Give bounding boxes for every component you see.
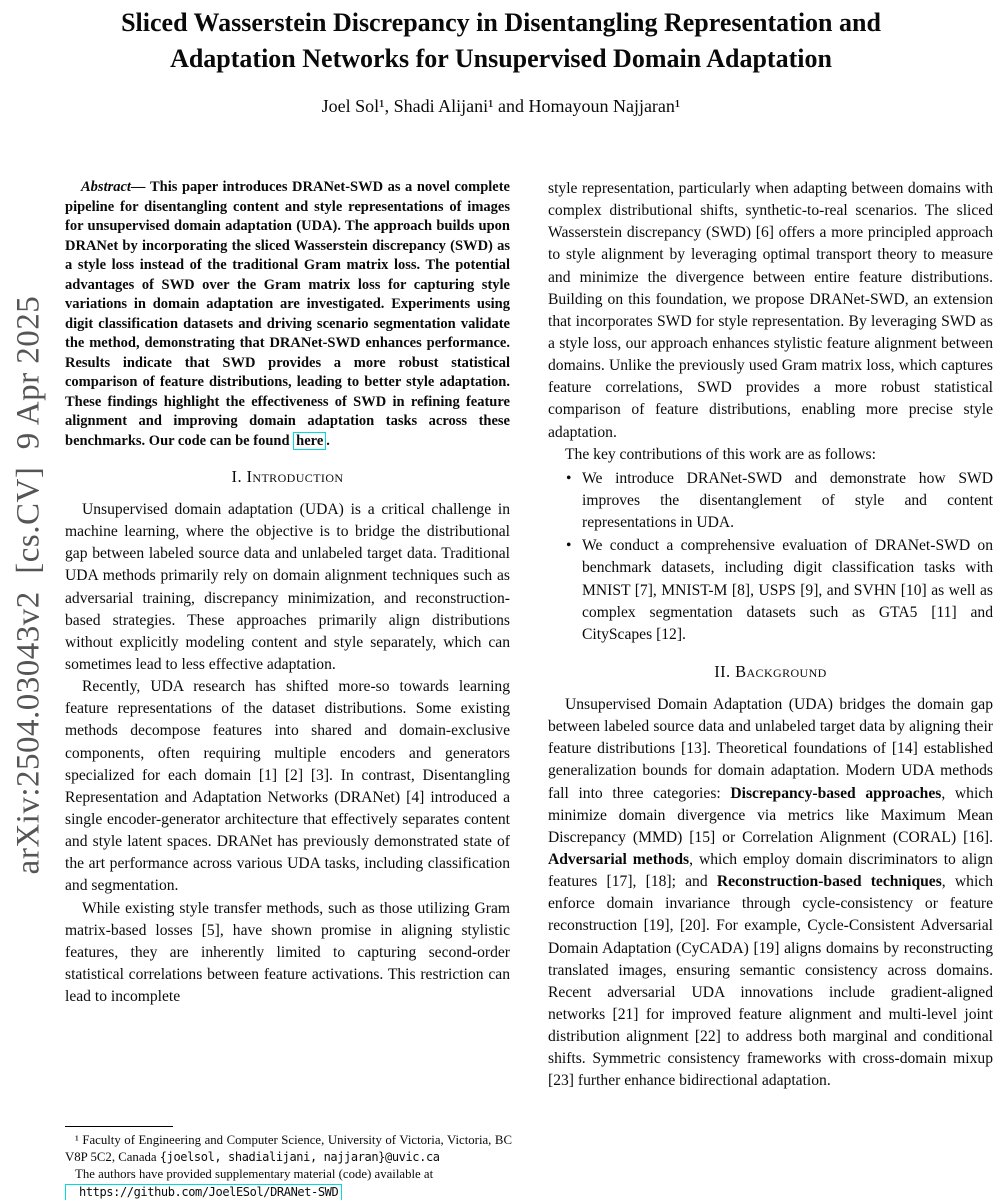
background-seg-3: , which employ domain discriminators to align features [17], [18]; and: [548, 850, 993, 891]
abstract-label: Abstract—: [81, 179, 151, 195]
affiliation-footnote: [65, 1132, 512, 1166]
code-here-link[interactable]: here: [293, 432, 326, 450]
affiliation-text: ¹ Faculty of Engineering and Computer Science, University of Victoria, Victoria, BC V8P 5C2, Canada: [65, 1133, 512, 1164]
abstract-paragraph: [65, 178, 510, 451]
continuation-paragraph: style representation, particularly when adapting between domains with complex distributional shifts, synthetic-to-real scenarios. The sliced Wasserstein discrepancy (SWD) [6] offers a more principled approach to style alignment by leveraging optimal transport theory to measure and minimize the divergence between entire feature distributions. Building on this foundation, we propose DRANet-SWD, an extension that incorporates SWD for style representation. By leveraging SWD as a style loss, our approach enhances stylistic feature alignment between domains. Unlike the previously used Gram matrix loss, which captures feature correlations, SWD provides a more robust statistical comparison of feature distributions, enabling more precise style adaptation.: [548, 180, 993, 441]
section-heading-background: II. Background: [714, 661, 827, 681]
section-heading-introduction: I. Introduction: [231, 467, 344, 486]
paper-title: Sliced Wasserstein Discrepancy in Disentangling Representation and Adaptation Networks for Unsupervised Domain Adaptation: [121, 8, 881, 74]
contribution-item-1: • We introduce DRANet-SWD and demonstrate how SWD improves the disentanglement of style and content representations in UDA.: [582, 468, 993, 534]
intro-paragraph-3: While existing style transfer methods, such as those utilizing Gram matrix-based losses [5], have shown promise in aligning stylistic features, they are inherently limited to capturing second-order statistical correlations between feature activations. This restriction can lead to incomplete: [65, 899, 510, 1006]
footnote-block: [65, 1126, 512, 1200]
abstract-text: This paper introduces DRANet-SWD as a novel complete pipeline for disentangling content and style representations of images for unsupervised domain adaptation (UDA). The approach builds upon DRANet by incorporating the sliced Wasserstein discrepancy (SWD) as a style loss instead of the traditional Gram matrix loss. The potential advantages of SWD over the Gram matrix loss for capturing style variations in domain adaptation are investigated. Experiments using digit classification datasets and driving scenario segmentation validate the method, demonstrating that DRANet-SWD enhances performance. Results indicate that SWD provides a more robust statistical comparison of feature distributions, leading to better style adaptation. These findings highlight the effectiveness of SWD in refining feature alignment and improving domain adaptation tasks across these benchmarks. Our code can be found: [65, 179, 510, 449]
background-seg-1: Unsupervised Domain Adaptation (UDA) bridges the domain gap between labeled source data and unlabeled target data by aligning their feature distributions [13]. Theoretical foundations of [14] established generalization bounds for domain adaptation. Modern UDA methods fall into three categories:: [548, 695, 993, 802]
right-column: [548, 178, 993, 1092]
left-column: [65, 178, 510, 1092]
two-column-body: [65, 178, 993, 1092]
background-bold-discrepancy: Discrepancy-based approaches: [730, 784, 942, 802]
contributions-intro: The key contributions of this work are as follows:: [565, 445, 876, 463]
supplementary-footnote: [65, 1166, 512, 1200]
background-bold-adversarial: Adversarial methods: [548, 850, 690, 868]
background-bold-reconstruction: Reconstruction-based techniques: [716, 873, 942, 891]
background-seg-2: , which minimize domain divergence via metrics like Maximum Mean Discrepancy (MMD) [15] or Correlation Alignment (CORAL) [16].: [548, 784, 994, 846]
intro-paragraph-2: Recently, UDA research has shifted more-so towards learning feature representations of the dataset distributions. Some existing methods decompose features into shared and domain-exclusive components, often requiring multiple encoders and generators specialized for each domain [1] [2] [3]. In contrast, Disentangling Representation and Adaptation Networks (DRANet) [4] introduced a single encoder-generator architecture that effectively separates content and style latent spaces. DRANet has previously demonstrated state of the art performance across various UDA tasks, including classification and segmentation.: [65, 678, 510, 895]
background-seg-4: , which enforce domain invariance through cycle-consistency or feature reconstruction [19], [20]. For example, Cycle-Consistent Adversarial Domain Adaptation (CyCADA) [19] aligns domains by reconstructing translated images, ensuring semantic consistency across domains. Recent adversarial UDA innovations include gradient-aligned networks [21] for improved feature alignment and multi-level joint distribution alignment [22] to address both marginal and conditional shifts. Symmetric consistency frameworks with cross-domain mixup [23] further enhance bidirectional adaptation.: [548, 873, 993, 1090]
authors-line: Joel Sol¹, Shadi Alijani¹ and Homayoun Najjaran¹: [321, 96, 681, 116]
footnote-divider: [65, 1126, 173, 1127]
github-url-link[interactable]: https://github.com/JoelESol/DRANet-SWD: [65, 1184, 342, 1200]
intro-paragraph-1: Unsupervised domain adaptation (UDA) is a critical challenge in machine learning, where the objective is to bridge the distributional gap between labeled source data and unlabeled target data. Traditional UDA methods primarily rely on domain alignment techniques such as adversarial training, discrepancy minimization, and reconstruction-based strategies. These approaches primarily align distributions without explicitly modeling content and style separately, which can sometimes lead to less effective adaptation.: [65, 501, 510, 673]
arxiv-watermark: arXiv:2504.03043v2 [cs.CV] 9 Apr 2025: [10, 295, 47, 875]
footnote-emails: {joelsol, shadialijani, najjaran}@uvic.ca: [159, 1149, 440, 1164]
background-paragraph: [548, 694, 993, 1093]
contributions-list: [548, 468, 993, 646]
contribution-item-2: • We conduct a comprehensive evaluation of DRANet-SWD on benchmark datasets, including digit classification tasks with MNIST [7], MNIST-M [8], USPS [9], and SVHN [10] as well as complex segmentation datasets such as GTA5 [11] and CityScapes [12].: [582, 535, 993, 646]
abstract-period: .: [326, 432, 330, 449]
supplementary-text: The authors have provided supplementary material (code) available at: [75, 1166, 434, 1181]
